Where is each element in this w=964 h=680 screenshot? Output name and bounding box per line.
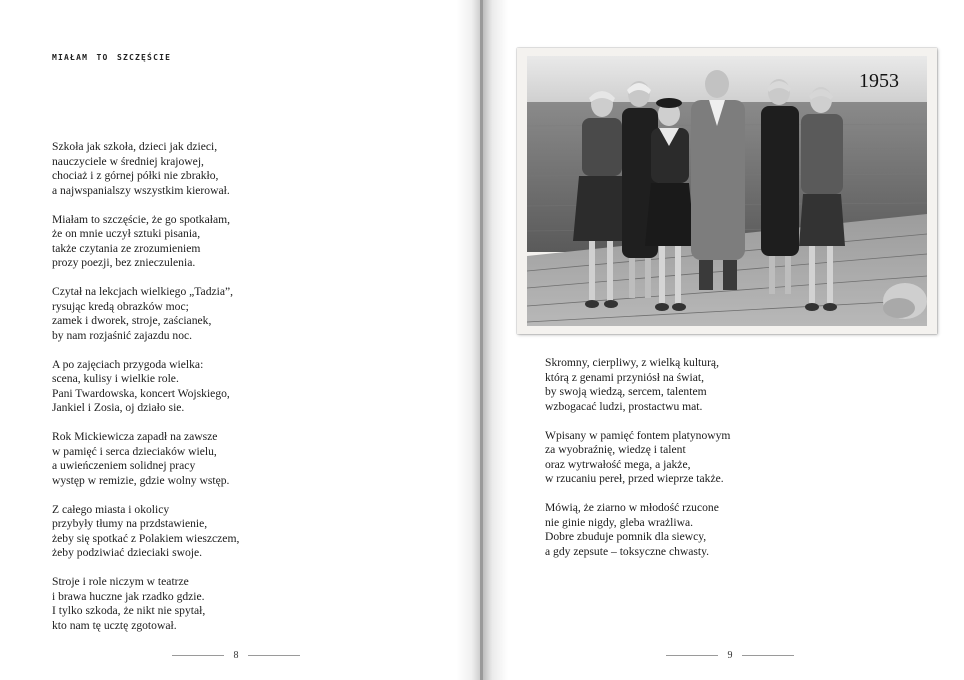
stanza (545, 356, 865, 414)
poem-line: rysując kredą obrazków moc; (52, 299, 189, 313)
page-footer-right (666, 648, 794, 662)
stanza (52, 503, 352, 561)
poem-line: Stroje i role niczym w teatrze (52, 575, 189, 588)
poem-line: Dobre zbuduje pomnik dla siewcy, (545, 530, 707, 543)
page-footer-left (172, 648, 300, 662)
poem-line: Z całego miasta i okolicy (52, 502, 170, 516)
poem-line: Mówią, że ziarno w młodość rzucone (545, 501, 719, 514)
poem-line: by swoją wiedzą, sercem, talentem (545, 385, 707, 398)
poem-right-column (545, 356, 865, 574)
poem-line: Skromny, cierpliwy, z wielką kulturą, (545, 356, 719, 369)
footer-rule (248, 655, 300, 656)
poem-line: że on mnie uczył sztuki pisania, (52, 227, 201, 240)
poem-line: w rzucaniu pereł, przed wieprze także. (545, 472, 724, 485)
stanza (52, 285, 352, 343)
stanza (52, 358, 352, 416)
gutter-shadow-right (482, 0, 508, 680)
group-photo-icon (527, 56, 927, 326)
poem-line: którą z genami przyniósł na świat, (545, 370, 705, 384)
poem-line: a gdy zepsute – toksyczne chwasty. (545, 544, 710, 558)
poem-line: Rok Mickiewicza zapadł na zawsze (52, 430, 218, 443)
poem-line: kto nam tę ucztę zgotował. (52, 618, 177, 632)
photo-frame (517, 48, 937, 334)
stanza (52, 213, 352, 271)
stanza (545, 429, 865, 487)
poem-line: a najwspanialszy wszystkim kierował. (52, 183, 230, 197)
footer-rule (742, 655, 794, 656)
poem-line: scena, kulisy i wielkie role. (52, 372, 179, 385)
poem-line: chociaż i z górnej półki nie zbrakło, (52, 169, 219, 182)
book-spine (480, 0, 483, 680)
poem-line: zamek i dworek, stroje, zaścianek, (52, 314, 212, 327)
poem-line: prozy poezji, bez znieczulenia. (52, 256, 196, 269)
poem-line: żeby się spotkać z Polakiem wieszczem, (52, 531, 240, 545)
poem-line: nauczyciele w średniej krajowej, (52, 154, 204, 168)
poem-line: Szkoła jak szkoła, dzieci jak dzieci, (52, 140, 218, 153)
stanza (545, 501, 865, 559)
poem-line: wzbogacać ludzi, prostactwu mat. (545, 399, 703, 413)
poem-line: także czytania ze zrozumieniem (52, 241, 201, 255)
poem-line: Pani Twardowska, koncert Wojskiego, (52, 386, 230, 400)
poem-line: Miałam to szczęście, że go spotkałam, (52, 212, 231, 226)
poem-line: w pamięć i serca dzieciaków wielu, (52, 444, 217, 458)
photo-year: 1953 (859, 70, 899, 92)
poem-line: by nam rozjaśnić zajazdu noc. (52, 328, 193, 342)
poem-line: żeby podziwiać dzieciaki swoje. (52, 546, 203, 559)
poem-line: i brawa huczne jak rzadko gdzie. (52, 589, 205, 603)
stanza (52, 430, 352, 488)
gutter-shadow-left (456, 0, 482, 680)
poem-line: A po zajęciach przygoda wielka: (52, 357, 204, 371)
poem-title: miałam to szczęście (52, 49, 172, 63)
footer-rule (666, 655, 718, 656)
poem-line: za wyobraźnię, wiedzę i talent (545, 443, 686, 456)
stanza (52, 575, 352, 633)
page-number: 8 (233, 649, 239, 661)
poem-line: a uwieńczeniem solidnej pracy (52, 459, 196, 472)
poem-line: Wpisany w pamięć fontem platynowym (545, 428, 731, 442)
poem-line: oraz wytrwałość mega, a jakże, (545, 457, 691, 471)
poem-left-column (52, 140, 352, 648)
poem-line: Jankiel i Zosia, oj działo sie. (52, 401, 185, 414)
page-number: 9 (727, 649, 733, 661)
right-page (482, 0, 964, 680)
footer-rule (172, 655, 224, 656)
poem-line: I tylko szkoda, że nikt nie spytał, (52, 604, 206, 617)
poem-line: Czytał na lekcjach wielkiego „Tadzia”, (52, 285, 234, 298)
poem-line: występ w remizie, gdzie wolny wstęp. (52, 473, 230, 487)
poem-line: nie ginie nigdy, gleba wrażliwa. (545, 515, 693, 529)
stanza (52, 140, 352, 198)
poem-line: przybyły tłumy na przdstawienie, (52, 517, 208, 530)
